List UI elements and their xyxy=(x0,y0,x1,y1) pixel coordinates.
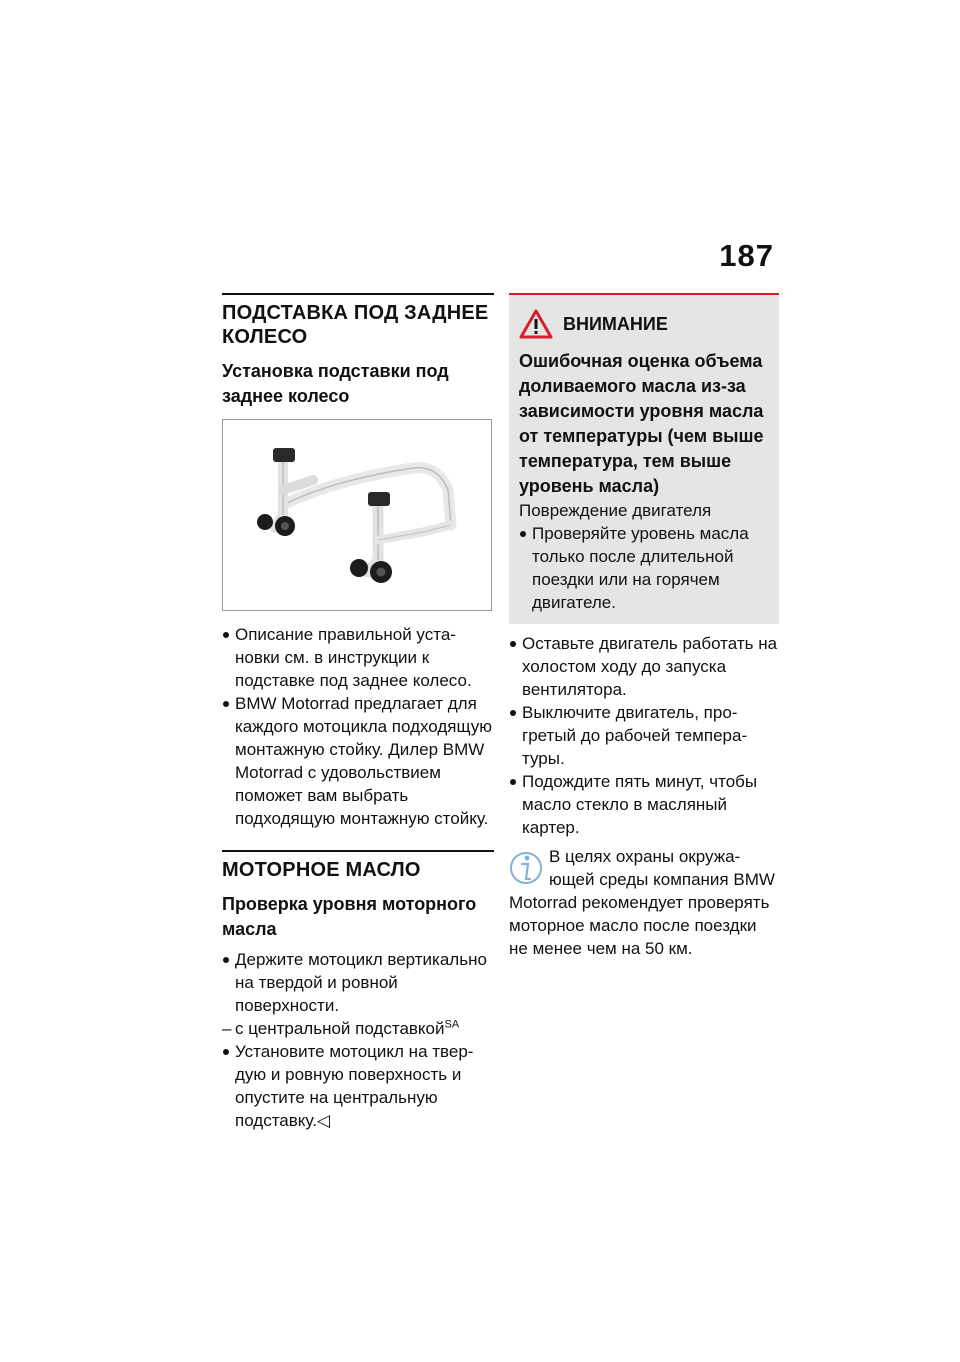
list-item: BMW Motorrad предлагает для каждого мотоцикла подходящую монтажную стойку. Дилер BMW Motorrad с удовольствием поможет вам выбрать подходящую монтажную стойку. xyxy=(222,692,494,830)
warning-bullet-list xyxy=(519,522,769,614)
stand-bullet-list xyxy=(222,623,494,830)
environment-info-note xyxy=(509,845,779,960)
section-rule xyxy=(222,293,494,295)
oil-bullet-list-b xyxy=(222,1040,494,1132)
section-title-engine-oil: МОТОРНОЕ МАСЛО xyxy=(222,859,421,881)
list-item: Выключите двигатель, прогретый до рабочей температуры. xyxy=(509,701,779,770)
list-item xyxy=(222,1040,494,1132)
warning-consequence: Повреждение двигателя xyxy=(519,501,712,520)
list-item: Оставьте двигатель работать на холостом ходу до запуска вентилятора. xyxy=(509,632,779,701)
list-item: Подождите пять минут, чтобы масло стекло в масляный картер. xyxy=(509,770,779,839)
oil-bullet-list-a xyxy=(222,948,494,1017)
warning-box xyxy=(509,293,779,624)
warning-header xyxy=(519,309,769,339)
end-mark: ◁ xyxy=(316,1111,331,1130)
center-stand-condition xyxy=(222,1017,494,1040)
right-column xyxy=(509,293,779,960)
list-item: Держите мотоцикл вертикально на твердой и ровной поверхности. xyxy=(222,948,494,1017)
list-item: Проверяйте уровень масла только после длительной поездки или на горячем двигателе. xyxy=(519,522,769,614)
warning-hazard-text: Ошибочная оценка объема доливаемого масла из-за зависимости уровня масла от температуры (чем выше температура, тем выше уровень масла) xyxy=(519,351,764,496)
condition-text: с центральной подставкой xyxy=(235,1019,445,1038)
info-text: В целях охраны окружающей среды компания BMW Motorrad рекомендует проверять моторное масло после поездки не менее чем на 50 км. xyxy=(509,847,775,958)
warning-triangle-icon xyxy=(519,309,553,339)
subsection-title-stand-install: Установка подставки под заднее колесо xyxy=(222,361,449,406)
rear-wheel-stand-figure xyxy=(222,419,492,611)
dash-marker: – xyxy=(222,1019,232,1038)
left-column xyxy=(222,293,494,1132)
rear-wheel-stand-image xyxy=(223,420,493,612)
oil-check-steps xyxy=(222,948,494,1132)
page-number: 187 xyxy=(719,238,774,273)
warning-title: ВНИМАНИЕ xyxy=(563,313,668,334)
info-icon xyxy=(509,849,543,887)
subsection-title-oil-check: Проверка уровня моторного масла xyxy=(222,894,477,939)
section-title-rear-stand: ПОДСТАВКА ПОД ЗАДНЕЕ КОЛЕСО xyxy=(222,302,489,348)
list-item: Описание правильной установки см. в инструкции к подставке под заднее колесо. xyxy=(222,623,494,692)
step-text: Установите мотоцикл на твердую и ровную поверхность и опустите на центральную подставку. xyxy=(235,1042,474,1130)
sa-superscript: SA xyxy=(444,1018,460,1031)
oil-bullet-list-c xyxy=(509,632,779,839)
section-rule xyxy=(222,850,494,852)
